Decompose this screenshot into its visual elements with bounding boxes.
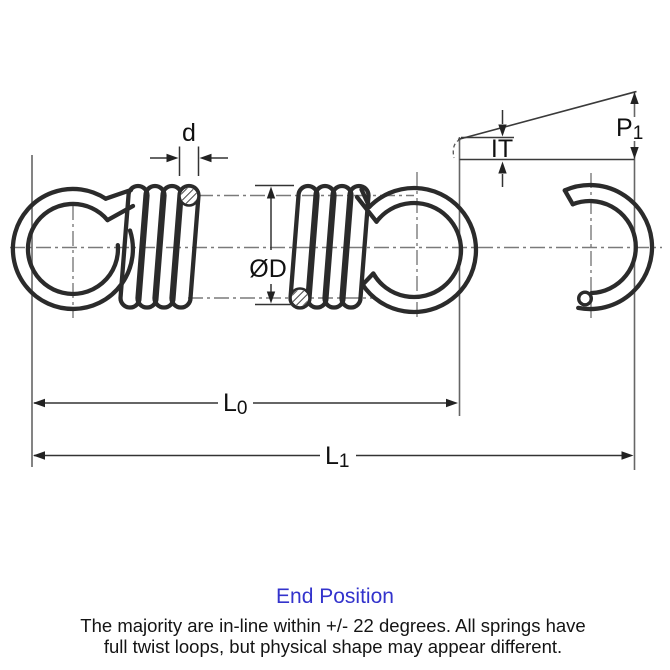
load-slope-line: [458, 92, 637, 140]
d-label: d: [182, 119, 196, 147]
wire-cross-section-top-hatch: [181, 188, 197, 204]
end-view-wire-tip-curl: [579, 292, 592, 305]
dimension-d: [150, 119, 228, 176]
l0-arrowhead-left: [33, 399, 45, 407]
p1-arrowhead-down: [630, 147, 638, 159]
dimension-l0: [33, 389, 458, 419]
d-arrowhead-right: [200, 154, 212, 162]
caption-line-2: full twist loops, but physical shape may appear different.: [103, 636, 563, 657]
dimension-p1: [616, 92, 643, 159]
caption: [80, 585, 585, 657]
wire-cross-section-bottom-hatch: [292, 290, 308, 306]
p1-arrowhead-up: [630, 92, 638, 104]
dimension-l1: [33, 442, 634, 472]
end-view-wire-end-cap: [565, 190, 573, 204]
caption-line-1: The majority are in-line within +/- 22 degrees. All springs have: [80, 615, 586, 636]
l1-arrowhead-left: [33, 451, 45, 459]
d-arrowhead-left: [167, 154, 179, 162]
it-label: IT: [490, 135, 514, 163]
l1-label: L1: [325, 442, 350, 472]
l0-label: L0: [223, 389, 248, 419]
l0-arrowhead-right: [446, 399, 458, 407]
od-label: ØD: [249, 255, 287, 283]
p1-label: P1: [616, 114, 644, 144]
it-arrowhead-up: [498, 162, 506, 174]
dimension-od: [249, 186, 294, 305]
od-arrowhead-up: [267, 187, 275, 199]
l1-arrowhead-right: [622, 451, 634, 459]
end-position-title: End Position: [276, 585, 394, 608]
dimension-it: [491, 110, 513, 187]
